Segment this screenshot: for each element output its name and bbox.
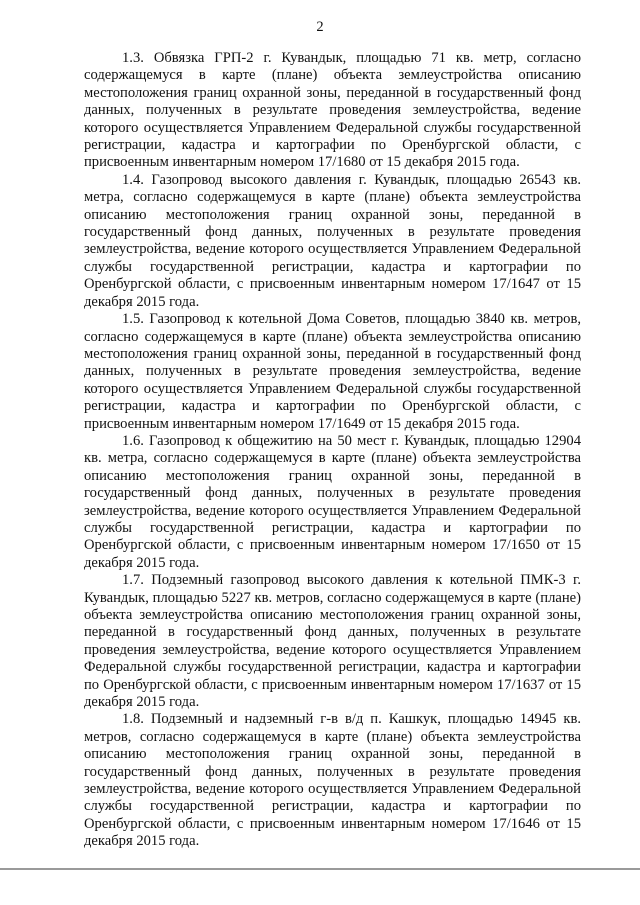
paragraph-1-8: 1.8. Подземный и надземный г-в в/д п. Кашкук, площадью 14945 кв. метров, согласно содержащемуся в карте (плане) объекта землеустройства описанию местоположения границ охранной зоны, переданной в государственный фонд данных, полученных в результате проведения землеустройства, ведение которого осуществляется Управлением Федеральной службы государственной регистрации, кадастра и картографии по Оренбургской области, с присвоенным инвентарным номером 17/1646 от 15 декабря 2015 года. <box>84 711 581 850</box>
paragraph-1-3: 1.3. Обвязка ГРП-2 г. Кувандык, площадью 71 кв. метр, согласно содержащемуся в карте (плане) объекта землеустройства описанию местоположения границ охранной зоны, переданной в государственный фонд данных, полученных в результате проведения землеустройства, ведение которого осуществляется Управлением Федеральной службы государственной регистрации, кадастра и картографии по Оренбургской области, с присвоенным инвентарным номером 17/1680 от 15 декабря 2015 года. <box>84 50 581 171</box>
paragraph-1-6: 1.6. Газопровод к общежитию на 50 мест г. Кувандык, площадью 12904 кв. метра, согласно содержащемуся в карте (плане) объекта землеустройства описанию местоположения границ охранной зоны, переданной в государственный фонд данных, полученных в результате проведения землеустройства, ведение которого осуществляется Управлением Федеральной службы государственной регистрации, кадастра и картографии по Оренбургской области, с присвоенным инвентарным номером 17/1650 от 15 декабря 2015 года. <box>84 432 581 571</box>
page-bottom-rule <box>0 868 640 870</box>
paragraph-1-4: 1.4. Газопровод высокого давления г. Кувандык, площадью 26543 кв. метра, согласно содержащемуся в карте (плане) объекта землеустройства описанию местоположения границ охранной зоны, переданной в государственный фонд данных, полученных в результате проведения землеустройства, ведение которого осуществляется Управлением Федеральной службы государственной регистрации, кадастра и картографии по Оренбургской области, с присвоенным инвентарным номером 17/1647 от 15 декабря 2015 года. <box>84 171 581 310</box>
paragraph-1-5: 1.5. Газопровод к котельной Дома Советов, площадью 3840 кв. метров, согласно содержащемуся в карте (плане) объекта землеустройства описанию местоположения границ охранной зоны, переданной в государственный фонд данных, полученных в результате проведения землеустройства, ведение которого осуществляется Управлением Федеральной службы государственной регистрации, кадастра и картографии по Оренбургской области, с присвоенным инвентарным номером 17/1649 от 15 декабря 2015 года. <box>84 311 581 432</box>
document-body <box>84 50 581 851</box>
paragraph-1-7: 1.7. Подземный газопровод высокого давления к котельной ПМК-3 г. Кувандык, площадью 5227 кв. метров, согласно содержащемуся в карте (плане) объекта землеустройства описанию местоположения границ охранной зоны, переданной в государственный фонд данных, полученных в результате проведения землеустройства, ведение которого осуществляется Управлением Федеральной службы государственной регистрации, кадастра и картографии по Оренбургской области, с присвоенным инвентарным номером 17/1637 от 15 декабря 2015 года. <box>84 572 581 711</box>
page-number: 2 <box>316 19 324 35</box>
